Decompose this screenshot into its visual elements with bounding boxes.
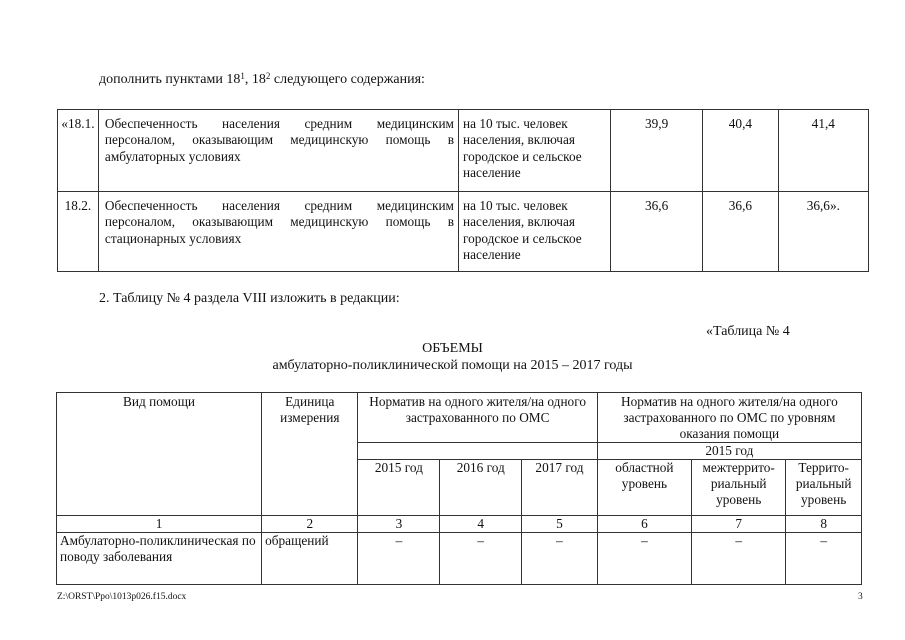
intro-line: дополнить пунктами $18^1$, $18^2$ следующего содержания: xyxy=(99,71,425,87)
header-2016: 2016 год xyxy=(440,460,522,516)
header-unit: Единица измерения xyxy=(262,393,358,516)
header-norm-levels: Норматив на одного жителя/на одного застрахованного по ОМС по уровням оказания помощи xyxy=(597,393,861,443)
indicators-table xyxy=(57,109,869,272)
footer-path: Z:\ORST\Ppo\1013p026.f15.docx xyxy=(57,592,187,602)
header-2017: 2017 год xyxy=(522,460,598,516)
volumes-table xyxy=(56,392,862,585)
row-value: – xyxy=(597,533,691,585)
row-value: – xyxy=(358,533,440,585)
header-level-territorial: Террито-риальный уровень xyxy=(786,460,862,516)
header-year-group: 2015 год xyxy=(597,443,861,460)
row-value-2: 40,4 xyxy=(703,110,778,192)
table-title: ОБЪЕМЫ xyxy=(422,341,483,356)
col-num: 7 xyxy=(692,516,786,533)
header-2015: 2015 год xyxy=(358,460,440,516)
col-num: 5 xyxy=(522,516,598,533)
row-value: – xyxy=(440,533,522,585)
col-num: 3 xyxy=(358,516,440,533)
row-value-2: 36,6 xyxy=(703,192,778,272)
table-row xyxy=(58,192,869,272)
row-value: – xyxy=(522,533,598,585)
header-level-regional: областной уровень xyxy=(597,460,691,516)
row-unit: на 10 тыс. человек населения, включая городское и сельское население xyxy=(458,192,610,272)
table-reference: «Таблица № 4 xyxy=(706,324,790,339)
row-unit: обращений xyxy=(262,533,358,585)
row-number: «18.1. xyxy=(58,110,99,192)
row-value: – xyxy=(786,533,862,585)
row-value-1: 36,6 xyxy=(611,192,703,272)
item-2-text: 2. Таблицу № 4 раздела VIII изложить в редакции: xyxy=(99,291,400,306)
row-number: 18.2. xyxy=(58,192,99,272)
row-vid: Амбулаторно-поликлиническая по поводу заболевания xyxy=(57,533,262,585)
row-description: Обеспеченность населения средним медицинским персоналом, оказывающим медицинскую помощь в амбулаторных условиях xyxy=(98,110,458,192)
header-vid: Вид помощи xyxy=(57,393,262,516)
table-row xyxy=(58,110,869,192)
table-row xyxy=(57,533,862,585)
header-level-interterritorial: межтеррито-риальный уровень xyxy=(692,460,786,516)
page-number: 3 xyxy=(858,592,863,602)
table-subtitle: амбулаторно-поликлинической помощи на 2015 – 2017 годы xyxy=(272,358,633,373)
row-value-1: 39,9 xyxy=(611,110,703,192)
column-numbers-row xyxy=(57,516,862,533)
header-norm: Норматив на одного жителя/на одного застрахованного по ОМС xyxy=(358,393,597,443)
header-spacer xyxy=(358,443,597,460)
col-num: 4 xyxy=(440,516,522,533)
row-value-3: 41,4 xyxy=(778,110,868,192)
col-num: 2 xyxy=(262,516,358,533)
row-description: Обеспеченность населения средним медицинским персоналом, оказывающим медицинскую помощь в стационарных условиях xyxy=(98,192,458,272)
row-value-3: 36,6». xyxy=(778,192,868,272)
col-num: 8 xyxy=(786,516,862,533)
col-num: 6 xyxy=(597,516,691,533)
row-unit: на 10 тыс. человек населения, включая городское и сельское население xyxy=(458,110,610,192)
row-value: – xyxy=(692,533,786,585)
col-num: 1 xyxy=(57,516,262,533)
